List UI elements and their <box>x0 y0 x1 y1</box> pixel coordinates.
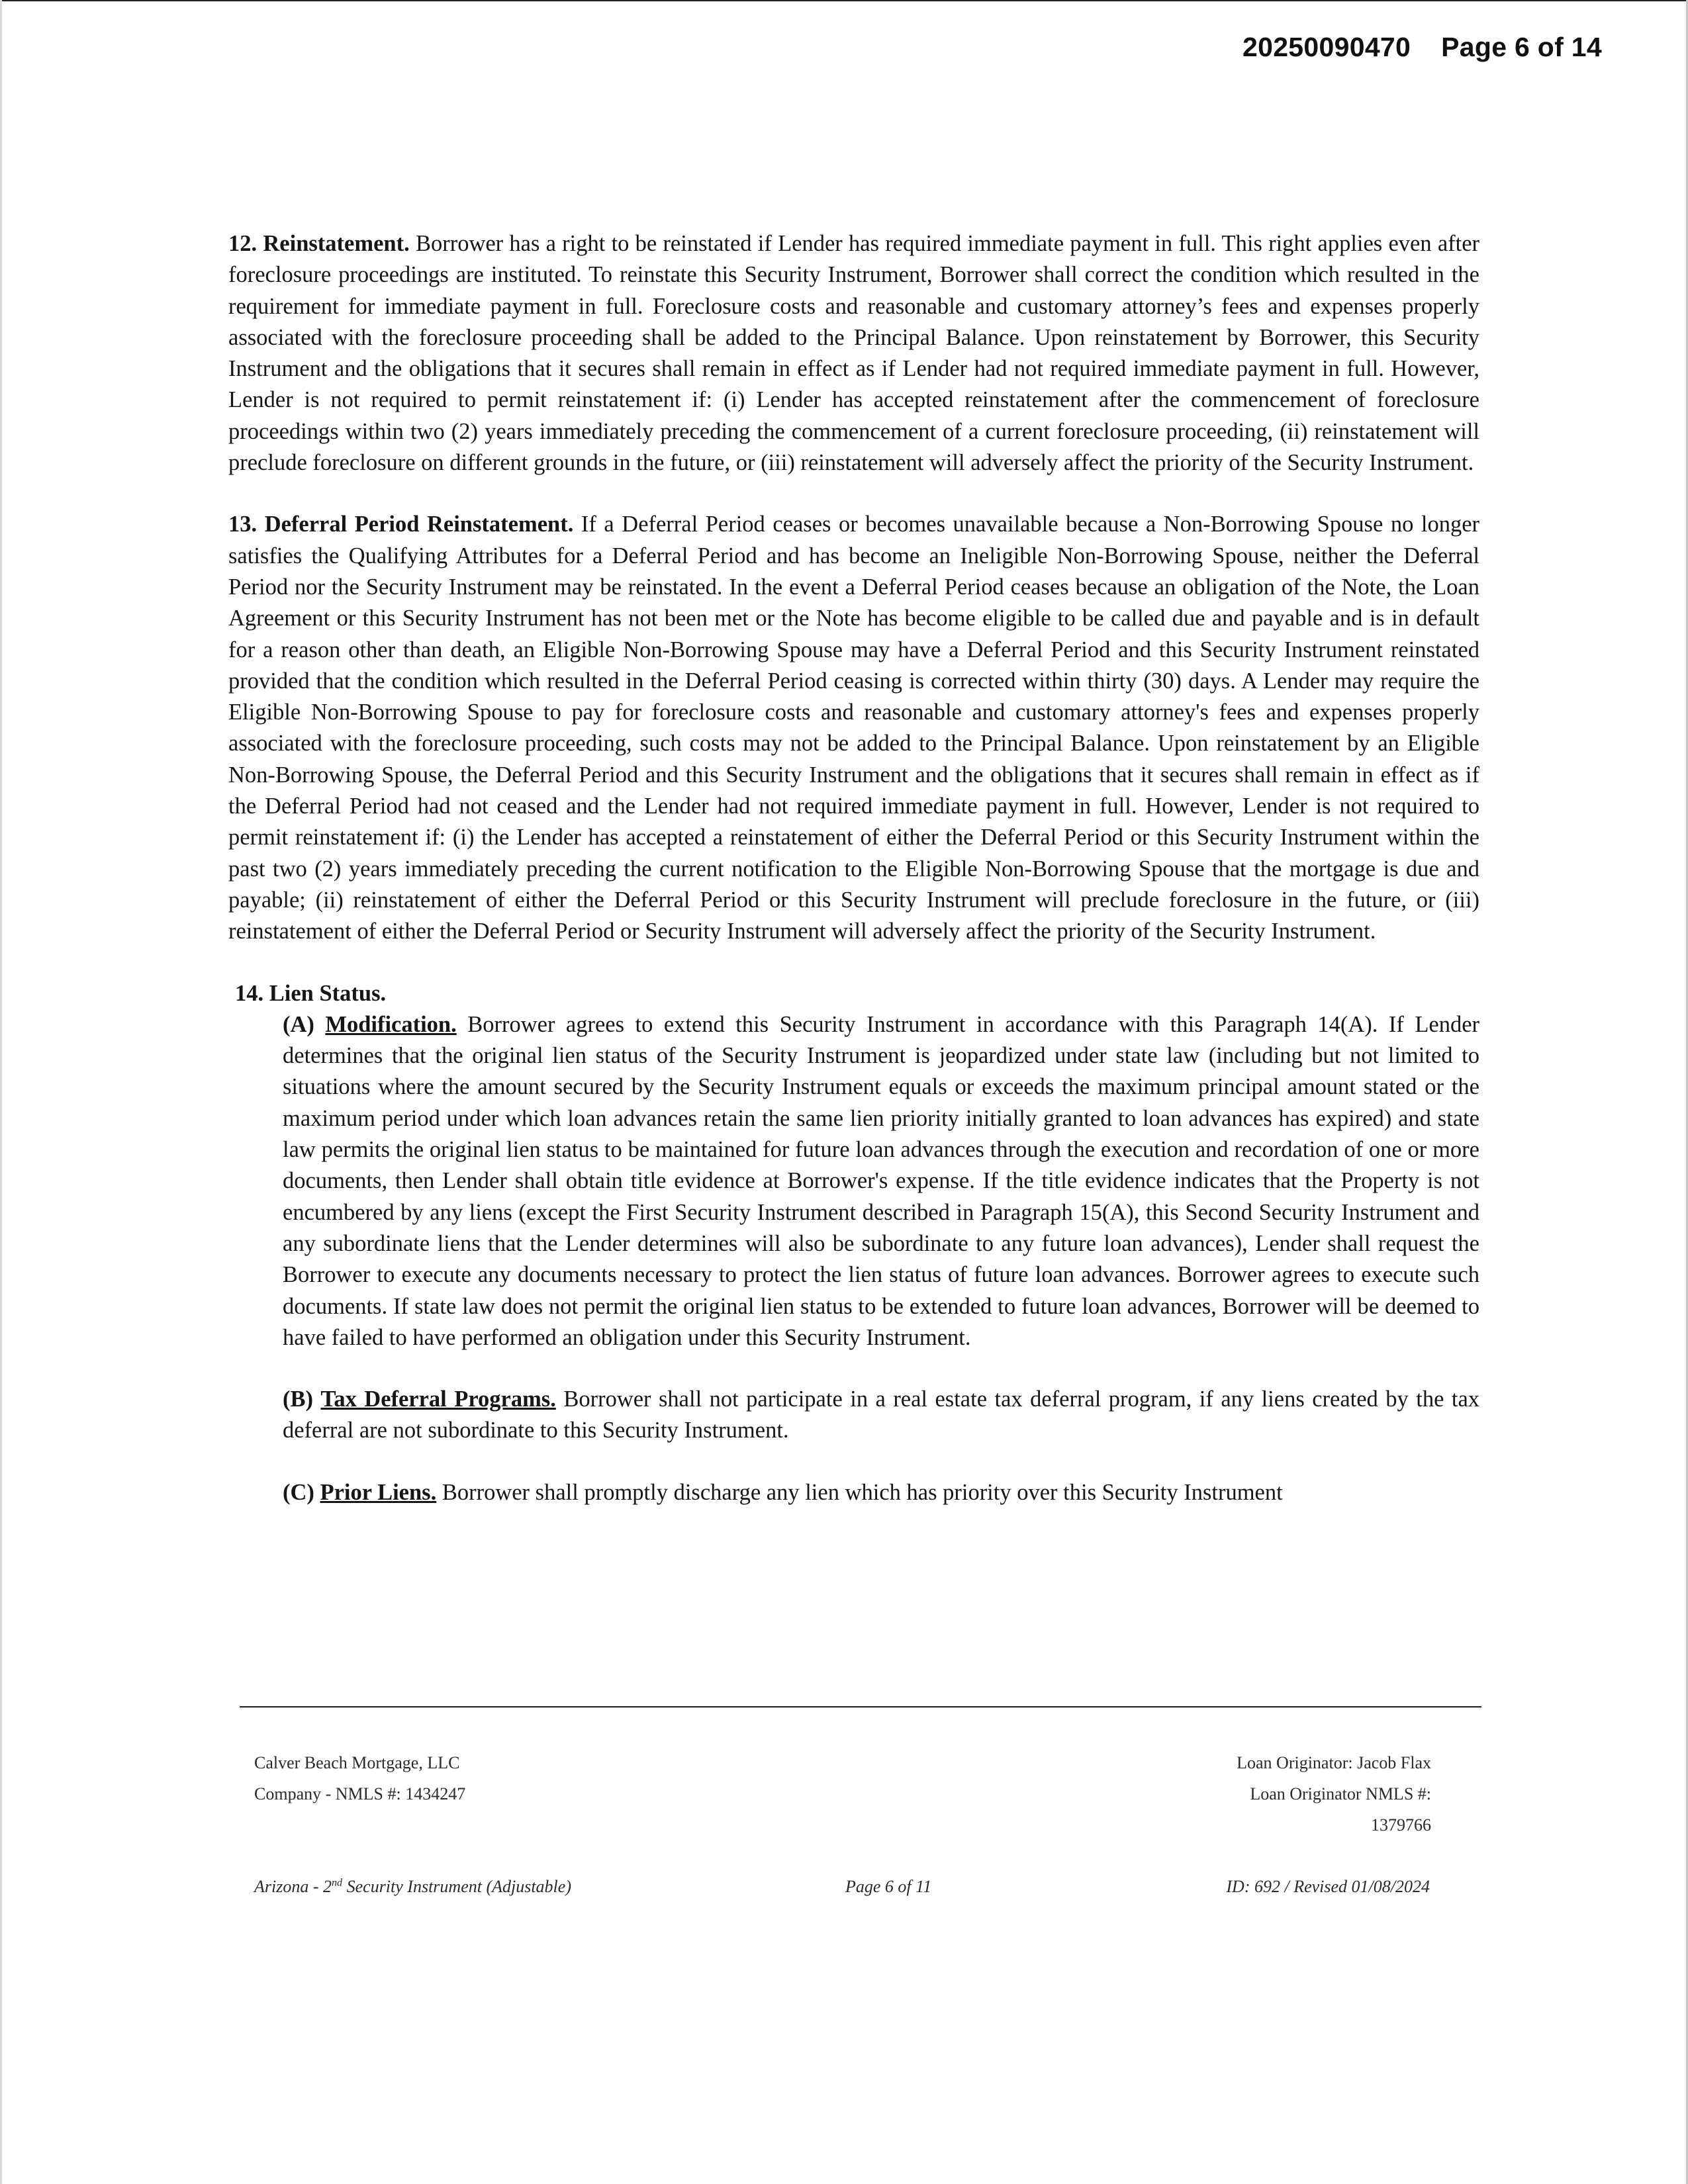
company-name: Calver Beach Mortgage, LLC <box>254 1753 460 1772</box>
section-14-heading <box>228 978 1479 1009</box>
section-14b <box>228 1384 1479 1447</box>
section-14a-label: (A) <box>283 1011 314 1037</box>
form-name: Arizona - 2nd Security Instrument (Adjustable) <box>254 1877 571 1896</box>
originator-nmls-number: 1379766 <box>1371 1815 1431 1835</box>
company-nmls: Company - NMLS #: 1434247 <box>254 1784 466 1803</box>
section-14b-title: Tax Deferral Programs. <box>320 1387 556 1412</box>
section-13-number: 13. <box>228 512 258 537</box>
section-14c-title: Prior Liens. <box>320 1479 437 1505</box>
recording-number: 20250090470 <box>1243 32 1411 62</box>
section-13 <box>228 509 1479 947</box>
originator-nmls-label: Loan Originator NMLS #: <box>1250 1784 1431 1803</box>
recording-header <box>1243 32 1602 63</box>
section-12-number: 12. <box>228 231 258 256</box>
section-12-body: Borrower has a right to be reinstated if Lender has required immediate payment in full. This right applies even after foreclosure proceedings are instituted. To reinstate this Security Instrument, Borrower shall correct the condition which resulted in the requirement for immediate payment in full. Foreclosure costs and reasonable and customary attorney’s fees and expenses properly associated with the foreclosure proceeding shall be added to the Principal Balance. Upon reinstatement by Borrower, this Security Instrument and the obligations that it secures shall remain in effect as if Lender had not required immediate payment in full. However, Lender is not required to permit reinstatement if: (i) Lender has accepted reinstatement after the commencement of foreclosure proceedings within two (2) years immediately preceding the commencement of a current foreclosure proceeding, (ii) reinstatement will preclude foreclosure on different grounds in the future, or (iii) reinstatement will adversely affect the priority of the Security Instrument. <box>228 231 1480 476</box>
section-14c-body: Borrower shall promptly discharge any lien which has priority over this Security Instrument <box>442 1479 1283 1505</box>
form-page-number: Page 6 of 11 <box>845 1877 932 1896</box>
section-14c <box>228 1477 1479 1508</box>
section-13-body: If a Deferral Period ceases or becomes unavailable because a Non-Borrowing Spouse no longer satisfies the Qualifying Attributes for a Deferral Period and has become an Ineligible Non-Borrowing Spouse, neither the Deferral Period nor the Security Instrument may be reinstated. In the event a Deferral Period ceases because an obligation of the Note, the Loan Agreement or this Security Instrument has not been met or the Note has become eligible to be called due and payable and is in default for a reason other than death, an Eligible Non-Borrowing Spouse may have a Deferral Period and this Security Instrument reinstated provided that the condition which resulted in the Deferral Period ceasing is corrected within thirty (30) days. A Lender may require the Eligible Non-Borrowing Spouse to pay for foreclosure costs and reasonable and customary attorney's fees and expenses properly associated with the foreclosure proceeding, such costs may not be added to the Principal Balance. Upon reinstatement by an Eligible Non-Borrowing Spouse, the Deferral Period and this Security Instrument and the obligations that it secures shall remain in effect as if the Deferral Period had not ceased and the Lender had not required immediate payment in full. However, Lender is not required to permit reinstatement if: (i) the Lender has accepted a reinstatement of either the Deferral Period or this Security Instrument within the past two (2) years immediately preceding the current notification to the Eligible Non-Borrowing Spouse that the mortgage is due and payable; (ii) reinstatement of either the Deferral Period or this Security Instrument will preclude foreclosure in the future, or (iii) reinstatement of either the Deferral Period or Security Instrument will adversely affect the priority of the Security Instrument. <box>228 512 1480 944</box>
section-14a-body: Borrower agrees to extend this Security Instrument in accordance with this Paragraph 14(A). If Lender determines that the original lien status of the Security Instrument is jeopardized under state law (including but not limited to situations where the amount secured by the Security Instrument equals or exceeds the maximum principal amount stated or the maximum period under which loan advances retain the same lien priority initially granted to loan advances has expired) and state law permits the original lien status to be maintained for future loan advances through the execution and recordation of one or more documents, then Lender shall obtain title evidence at Borrower's expense. If the title evidence indicates that the Property is not encumbered by any liens (except the First Security Instrument described in Paragraph 15(A), this Second Security Instrument and any subordinate liens that the Lender determines will also be subordinate to any future loan advances), Lender shall request the Borrower to execute any documents necessary to protect the lien status of future loan advances. Borrower agrees to execute such documents. If state law does not permit the original lien status to be extended to future loan advances, Borrower will be deemed to have failed to have performed an obligation under this Security Instrument. <box>283 1011 1480 1350</box>
page-top-border <box>0 0 1688 1</box>
section-13-title: Deferral Period Reinstatement. <box>264 512 574 537</box>
originator-name: Loan Originator: Jacob Flax <box>1237 1753 1431 1772</box>
footer-divider <box>240 1706 1481 1707</box>
section-14a-title: Modification. <box>325 1011 457 1037</box>
originator-info <box>1100 1747 1431 1841</box>
scan-left-edge <box>0 0 2 2184</box>
section-14-title: Lien Status. <box>269 980 387 1006</box>
section-12-title: Reinstatement. <box>263 231 410 256</box>
section-14b-body: Borrower shall not participate in a real estate tax deferral program, if any liens created by the tax deferral are not subordinate to this Security Instrument. <box>283 1387 1480 1443</box>
document-body <box>228 228 1479 1508</box>
recording-page: Page 6 of 14 <box>1441 32 1602 62</box>
section-14b-label: (B) <box>283 1387 313 1412</box>
form-id: ID: 692 / Revised 01/08/2024 <box>1226 1877 1430 1896</box>
section-14-number: 14. <box>235 980 264 1006</box>
lender-info <box>254 1747 465 1809</box>
section-14a <box>228 1009 1479 1353</box>
section-14c-label: (C) <box>283 1479 314 1505</box>
section-12 <box>228 228 1479 478</box>
